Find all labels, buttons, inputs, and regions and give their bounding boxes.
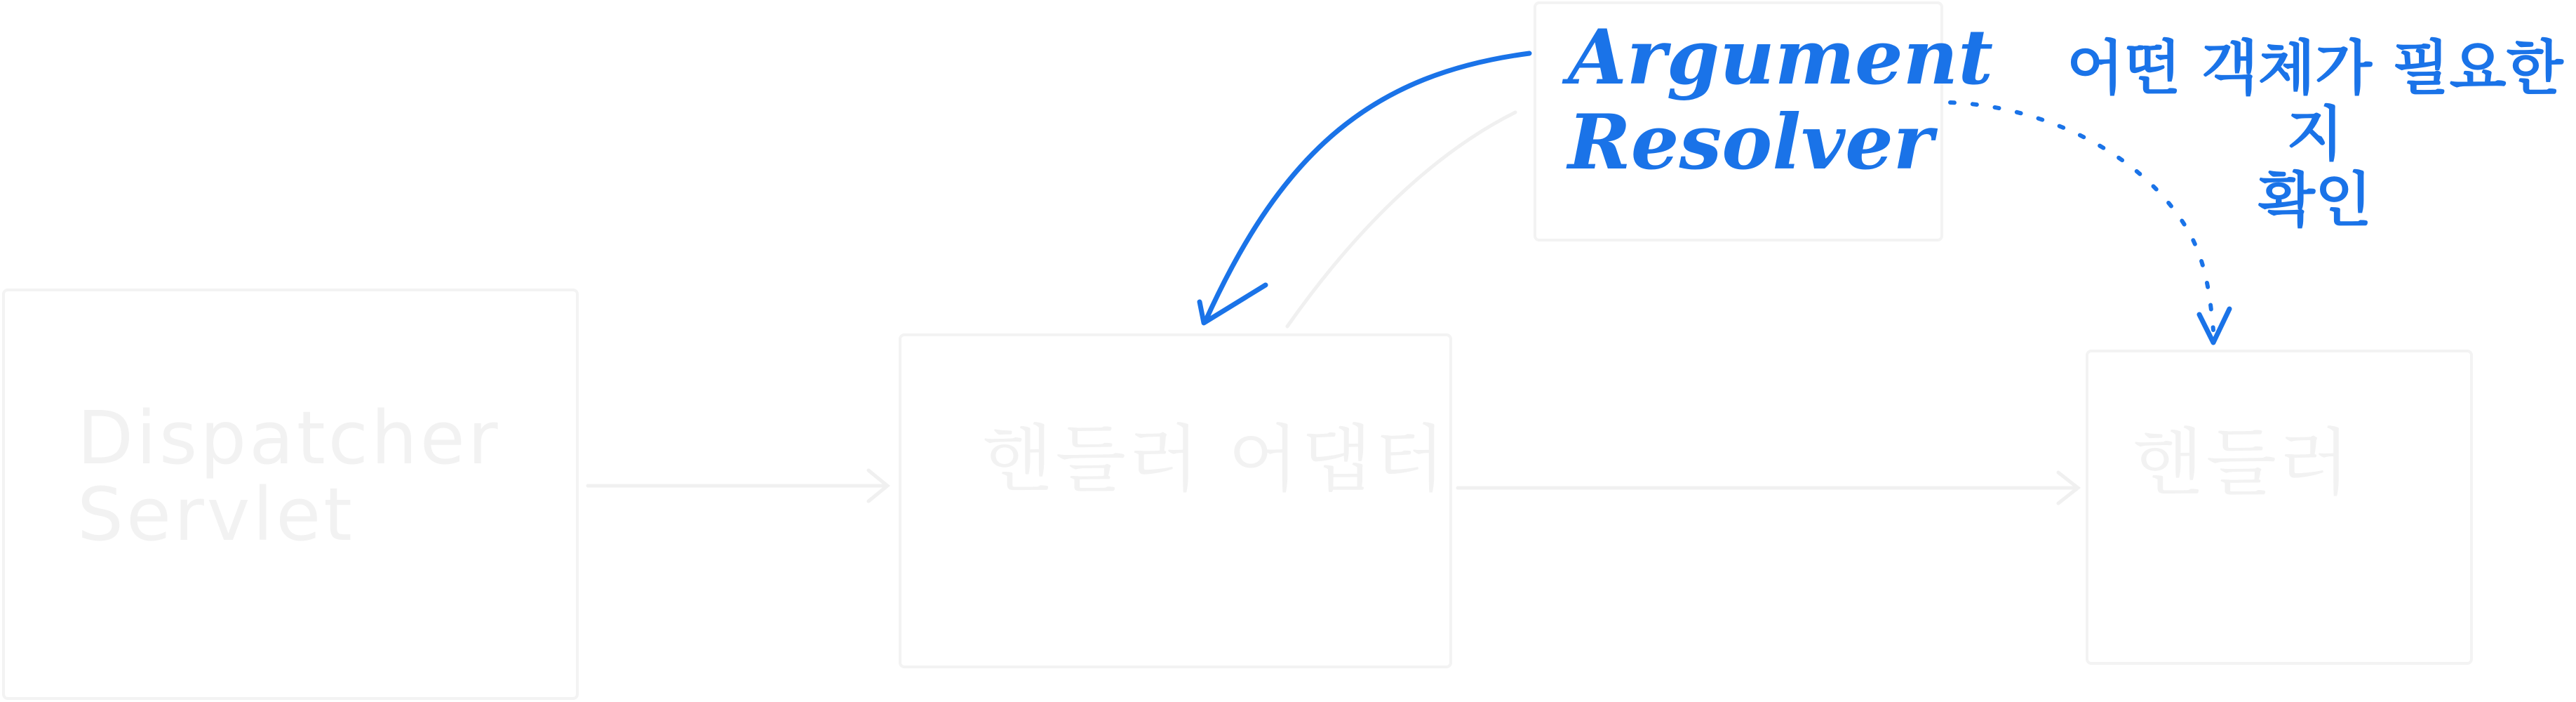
handler-label: 핸들러 xyxy=(2133,420,2353,505)
handler-box xyxy=(2087,351,2471,663)
arrow-resolver-to-adapter-head xyxy=(1200,285,1266,323)
handler-adapter-label: 핸들러 어댑터 xyxy=(982,416,1448,502)
argument-resolver-label: Argument Resolver xyxy=(1568,13,1994,187)
check-needed-object-annotation: 어떤 객체가 필요한지 확인 xyxy=(2067,34,2563,235)
dispatcher-servlet-label: Dispatcher Servlet xyxy=(77,395,501,558)
arrow-resolver-to-adapter xyxy=(1205,53,1529,322)
